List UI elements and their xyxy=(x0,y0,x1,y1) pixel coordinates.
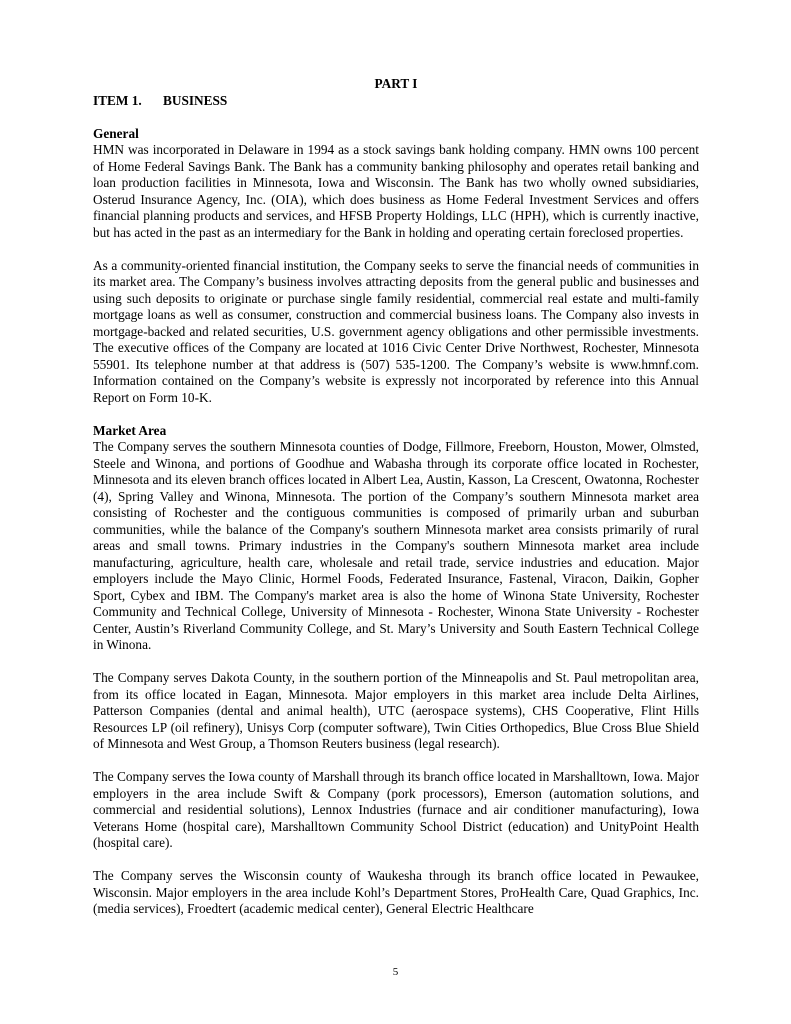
spacer xyxy=(93,109,699,126)
spacer xyxy=(93,241,699,258)
market-area-paragraph-1: The Company serves the southern Minnesota counties of Dodge, Fillmore, Freeborn, Houston, Mower, Olmsted, Steele and Winona, and portions of Goodhue and Wabasha through its corporate office located in Rochester, Minnesota and its eleven branch offices located in Albert Lea, Austin, Kasson, La Crescent, Owatonna, Rochester (4), Spring Valley and Winona, Minnesota. The portion of the Company’s southern Minnesota market area consisting of Rochester and the contiguous communities is composed of primarily urban and suburban communities, while the balance of the Company's southern Minnesota market area consists primarily of rural areas and small towns. Primary industries in the Company's southern Minnesota market area include manufacturing, agriculture, health care, wholesale and retail trade, service industries and education. Major employers include the Mayo Clinic, Hormel Foods, Federated Insurance, Fastenal, Viracon, Daikin, Gopher Sport, Cybex and IBM. The Company's market area is also the home of Winona State University, Rochester Community and Technical College, University of Minnesota - Rochester, Winona State University - Rochester Center, Austin’s Riverland Community College, and St. Mary’s University and South Eastern Technical College in Winona. xyxy=(93,439,699,652)
general-paragraph-2: As a community-oriented financial institution, the Company seeks to serve the financial needs of communities in its market area. The Company’s business involves attracting deposits from the general public and businesses and using such deposits to originate or purchase single family residential, commercial real estate and multi-family mortgage loans as well as consumer, construction and commercial business loans. The Company also invests in mortgage-backed and related securities, U.S. government agency obligations and other permissible investments. The executive offices of the Company are located at 1016 Civic Center Drive Northwest, Rochester, Minnesota 55901. Its telephone number at that address is (507) 535-1200. The Company’s website is www.hmnf.com. Information contained on the Company’s website is expressly not incorporated by reference into this Annual Report on Form 10-K. xyxy=(93,257,699,405)
spacer xyxy=(93,654,699,671)
item-number: ITEM 1. xyxy=(93,92,142,108)
spacer xyxy=(93,753,699,770)
section-heading-market-area: Market Area xyxy=(93,422,167,438)
item-heading xyxy=(93,93,699,110)
section-heading-general: General xyxy=(93,125,139,141)
market-area-paragraph-4: The Company serves the Wisconsin county of Waukesha through its branch office located in Pewaukee, Wisconsin. Major employers in the area include Kohl’s Department Stores, ProHealth Care, Quad Graphics, Inc. (media services), Froedtert (academic medical center), General Electric Healthcare xyxy=(93,868,699,916)
market-area-paragraph-3: The Company serves the Iowa county of Marshall through its branch office located in Marshalltown, Iowa. Major employers in the area include Swift & Company (pork processors), Emerson (automation solutions, and commercial and residential solutions), Lennox Industries (furnace and air conditioner manufacturing), Iowa Veterans Home (hospital care), Marshalltown Community School District (education) and UnityPoint Health (hospital care). xyxy=(93,769,699,850)
spacer xyxy=(93,852,699,869)
document-page xyxy=(93,76,699,918)
item-title: BUSINESS xyxy=(163,92,228,108)
part-title: PART I xyxy=(374,76,418,91)
general-paragraph-1: HMN was incorporated in Delaware in 1994 as a stock savings bank holding company. HMN owns 100 percent of Home Federal Savings Bank. The Bank has a community banking philosophy and operates retail banking and loan production facilities in Minnesota, Iowa and Wisconsin. The Bank has two wholly owned subsidiaries, Osterud Insurance Agency, Inc. (OIA), which does business as Home Federal Investment Services and offers financial planning products and services, and HFSB Property Holdings, LLC (HPH), which is currently inactive, but has acted in the past as an intermediary for the Bank in holding and operating certain foreclosed properties. xyxy=(93,142,699,240)
market-area-paragraph-2: The Company serves Dakota County, in the southern portion of the Minneapolis and St. Paul metropolitan area, from its office located in Eagan, Minnesota. Major employers in this market area include Delta Airlines, Patterson Companies (dental and animal health), UTC (aerospace systems), CHS Cooperative, Flint Hills Resources LP (oil refinery), Unisys Corp (computer software), Twin Cities Orthopedics, Blue Cross Blue Shield of Minnesota and West Group, a Thomson Reuters business (legal research). xyxy=(93,670,699,751)
spacer xyxy=(93,406,699,423)
page-number: 5 xyxy=(392,966,399,978)
